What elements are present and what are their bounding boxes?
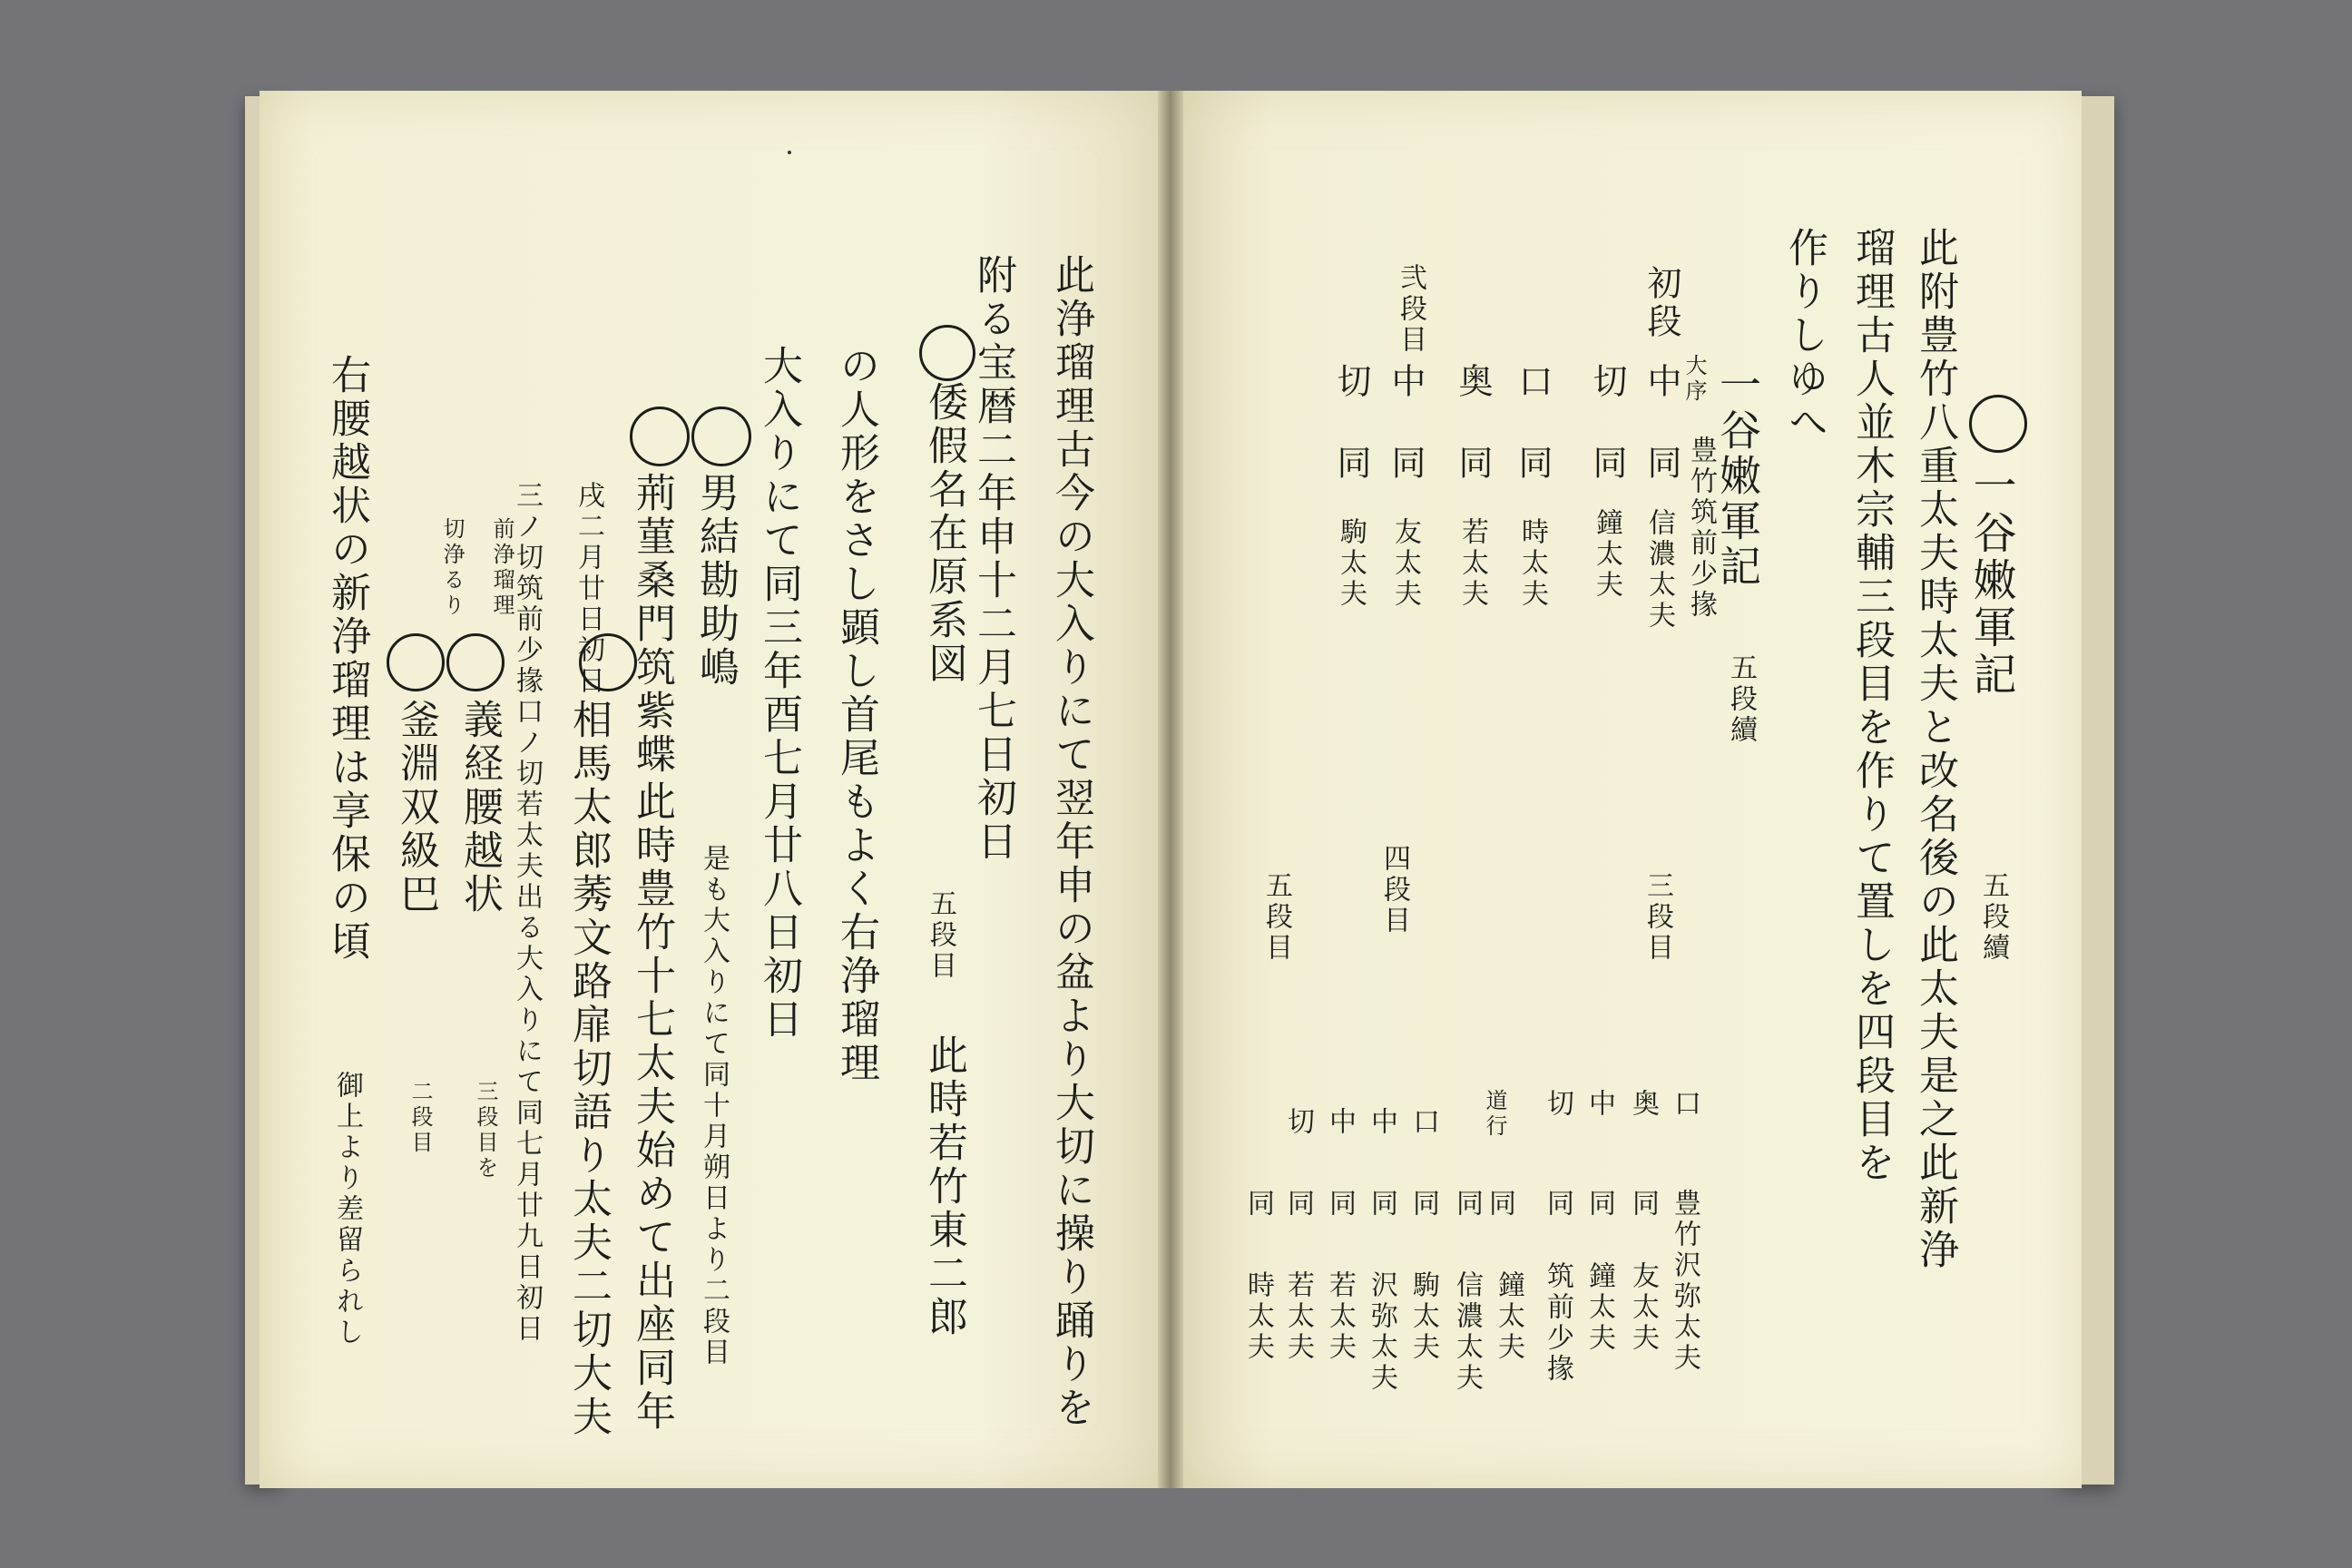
sec0-row1-perf: 信濃太夫 (1643, 508, 1675, 632)
left-col-13: 戌二月廿日初日 (573, 481, 604, 697)
sec3-row1-pos: 奥 (1627, 1089, 1659, 1120)
right-title-repeat: 一谷嫩軍記 (1713, 363, 1762, 590)
sec3-row0-name: 豊竹沢弥太夫 (1669, 1189, 1700, 1374)
sec3-row3-perf: 筑前少掾 (1542, 1261, 1573, 1385)
section-label-nidan: 弐段目 (1395, 263, 1426, 356)
sec0-row2-name: 同 (1587, 445, 1627, 483)
left-col-2: 附る宝暦二年申十二月七日初日 (970, 254, 1016, 864)
sec5-row0-perf: 時太夫 (1242, 1270, 1274, 1363)
sec1-row0-name: 同 (1513, 445, 1553, 483)
right-subtitle: 五段續 (1977, 871, 2009, 964)
left-col-5: 此時若竹東二郎 (921, 1034, 967, 1339)
open-book (245, 91, 2114, 1488)
sec3-row1-perf: 友太夫 (1627, 1261, 1659, 1354)
sec0-row1-pos: 中 (1642, 363, 1681, 401)
sec0-row2-pos: 切 (1587, 363, 1627, 401)
left-col-10: 荊菫桑門筑紫蝶 (629, 472, 675, 777)
left-col-4: 五段目 (925, 889, 956, 982)
left-col-11: 此時豊竹十七太夫始めて出座同年 (629, 780, 675, 1434)
sec4-row0-pos: 道行 (1482, 1089, 1507, 1140)
sec4-row2-name: 同 (1407, 1189, 1439, 1220)
sec3-row0-pos: 口 (1669, 1089, 1700, 1120)
sec3-row2-pos: 中 (1583, 1089, 1615, 1120)
left-col-18: 切浄るり (439, 517, 465, 619)
left-col-8: 男結勘助嶋 (692, 472, 739, 690)
section-label-sandan: 三段目 (1642, 871, 1673, 964)
sec1-row0-perf: 時太夫 (1516, 517, 1548, 610)
right-title: 一谷嫩軍記 (1965, 463, 2016, 699)
sec4-row0-name: 同 (1484, 1189, 1515, 1220)
sec3-row3-pos: 切 (1542, 1089, 1573, 1120)
left-col-22: 御上より差留られし (331, 1071, 363, 1348)
sec4-row1-perf: 信濃太夫 (1451, 1270, 1483, 1394)
sec0-row0-pos: 大序 (1681, 354, 1707, 405)
left-page (260, 91, 1158, 1488)
sec4-row4-name: 同 (1324, 1189, 1356, 1220)
sec4-row2-perf: 駒太夫 (1407, 1270, 1439, 1363)
circle-mark-3 (630, 407, 690, 466)
sec3-row1-name: 同 (1627, 1189, 1659, 1220)
right-subtitle-repeat: 五段續 (1725, 653, 1757, 746)
sec4-row4-perf: 若太夫 (1324, 1270, 1356, 1363)
right-intro-2: 瑠理古人並木宗輔三段目を作りて置しを四段目を (1848, 227, 1895, 1185)
sec4-row3-perf: 沢弥太夫 (1366, 1270, 1397, 1394)
left-col-7: 大入りにて同三年酉七月廿八日初日 (756, 345, 802, 1042)
sec2-row0-perf: 友太夫 (1389, 517, 1421, 610)
right-page (1183, 91, 2082, 1488)
sec3-row2-perf: 鐘太夫 (1583, 1261, 1615, 1354)
sec4-row1-name: 同 (1451, 1189, 1483, 1220)
left-col-17: 三段目を (473, 1080, 498, 1181)
left-col-20: 二段目 (407, 1080, 433, 1156)
sec1-row1-pos: 奥 (1453, 363, 1493, 401)
right-intro-3: 作りしゆへ (1781, 227, 1828, 445)
sec4-row0-perf: 鐘太夫 (1493, 1270, 1524, 1363)
right-intro-1: 此附豊竹八重太夫時太夫と改名後の此太夫是之此新浄 (1912, 227, 1958, 1272)
sec0-row2-perf: 鐘太夫 (1591, 508, 1622, 601)
sec2-row1-pos: 切 (1331, 363, 1371, 401)
left-col-21: 右腰越状の新浄瑠理は享保の頃 (324, 354, 370, 964)
sec1-row1-perf: 若太夫 (1456, 517, 1488, 610)
sec3-row3-name: 同 (1542, 1189, 1573, 1220)
left-col-1: 此浄瑠理古今の大入りにて翌年申の盆より大切に操り踊りを (1048, 254, 1094, 1430)
circle-mark-2 (691, 407, 751, 466)
circle-mark-5 (446, 633, 505, 691)
sec4-row3-name: 同 (1366, 1189, 1397, 1220)
sec2-row1-name: 同 (1331, 445, 1371, 483)
sec3-row2-name: 同 (1583, 1189, 1615, 1220)
sec0-row1-name: 同 (1642, 445, 1681, 483)
sec0-row0-name: 豊竹筑前少掾 (1685, 436, 1717, 621)
book-gutter (1158, 91, 1183, 1488)
section-label-shodan: 初段 (1642, 265, 1681, 341)
left-col-12: 相馬太郎莠文路扉切語り太夫二切大夫 (565, 699, 612, 1439)
sec4-row5-name: 同 (1282, 1189, 1314, 1220)
sec5-row0-name: 同 (1242, 1189, 1274, 1220)
left-col-6: の人形をさし顕し首尾もよく右浄瑠理 (833, 345, 879, 1085)
section-label-godan: 五段目 (1260, 871, 1292, 964)
left-col-3: 倭假名在原系図 (921, 381, 967, 686)
sec1-row0-pos: 口 (1513, 363, 1553, 401)
sec4-row2-pos: 口 (1407, 1107, 1439, 1138)
sec2-row0-name: 同 (1386, 445, 1426, 483)
left-col-16: 義経腰越状 (456, 699, 503, 916)
left-col-19: 釜淵双級巴 (393, 699, 439, 916)
sec2-row0-pos: 中 (1386, 363, 1426, 401)
sec1-row1-name: 同 (1453, 445, 1493, 483)
ink-speck (788, 151, 791, 154)
left-col-15: 前浄瑠理 (489, 517, 514, 619)
sec4-row3-pos: 中 (1366, 1107, 1397, 1138)
section-label-yondan: 四段目 (1378, 844, 1410, 936)
sec2-row1-perf: 駒太夫 (1335, 517, 1367, 610)
sec4-row4-pos: 中 (1324, 1107, 1356, 1138)
sec4-row5-pos: 切 (1282, 1107, 1314, 1138)
left-col-14: 三ノ切筑前少掾口ノ切若太夫出る大入りにて同七月廿九日初日 (511, 481, 543, 1345)
circle-mark-title (1969, 395, 2027, 453)
left-col-9: 是も大入りにて同十月朔日より二段目 (698, 844, 730, 1368)
sec4-row5-perf: 若太夫 (1282, 1270, 1314, 1363)
circle-mark-6 (387, 633, 445, 691)
